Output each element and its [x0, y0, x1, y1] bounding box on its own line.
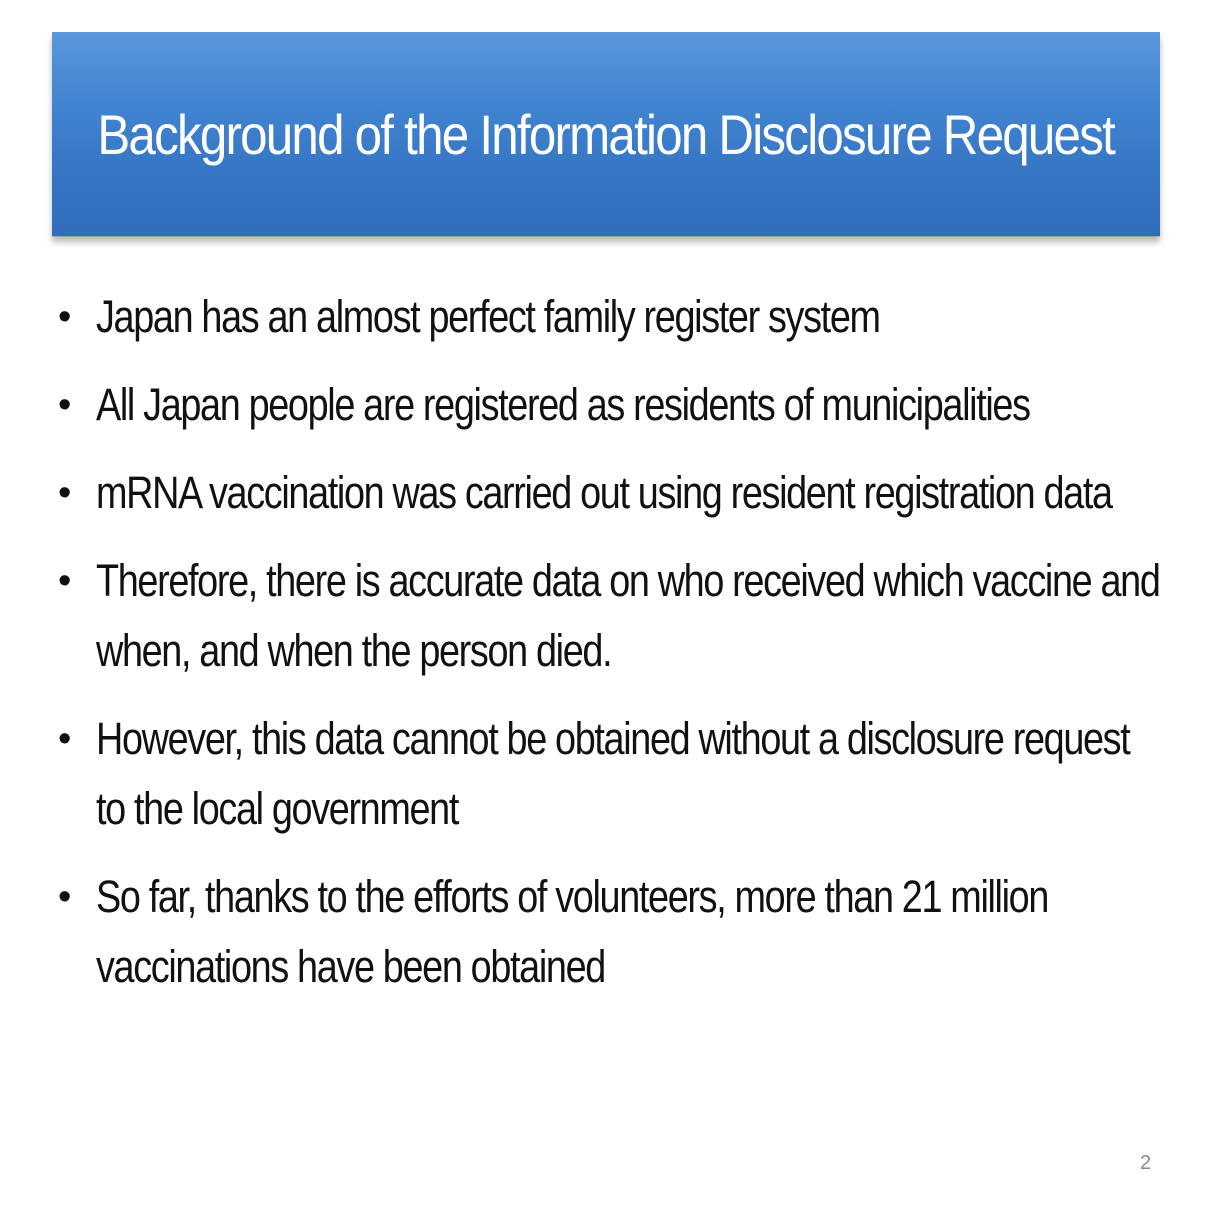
- page-number: 2: [1140, 1152, 1152, 1174]
- bullet-text: So far, thanks to the efforts of volunteers, more than 21 million vaccinations have been obtained: [96, 871, 1049, 992]
- bullet-text: mRNA vaccination was carried out using resident registration data: [96, 467, 1112, 518]
- bullet-item-5: [56, 704, 1166, 844]
- bullet-icon: •: [58, 718, 70, 760]
- bullet-icon: •: [58, 876, 70, 918]
- bullet-text: All Japan people are registered as residents of municipalities: [96, 379, 1030, 430]
- bullet-icon: •: [58, 384, 70, 426]
- bullet-item-3: [56, 458, 1166, 528]
- bullet-text: However, this data cannot be obtained without a disclosure request to the local government: [96, 713, 1130, 834]
- bullet-item-1: [56, 282, 1166, 352]
- bullet-item-6: [56, 862, 1166, 1002]
- bullet-list: [56, 282, 1166, 1020]
- title-bar: [52, 32, 1160, 236]
- bullet-icon: •: [58, 560, 70, 602]
- bullet-text: Japan has an almost perfect family register system: [96, 291, 880, 342]
- bullet-text: Therefore, there is accurate data on who received which vaccine and when, and when the person died.: [96, 555, 1160, 676]
- bullet-icon: •: [58, 472, 70, 514]
- slide-title: Background of the Information Disclosure Request: [97, 102, 1115, 166]
- bullet-icon: •: [58, 296, 70, 338]
- bullet-item-4: [56, 546, 1166, 686]
- bullet-item-2: [56, 370, 1166, 440]
